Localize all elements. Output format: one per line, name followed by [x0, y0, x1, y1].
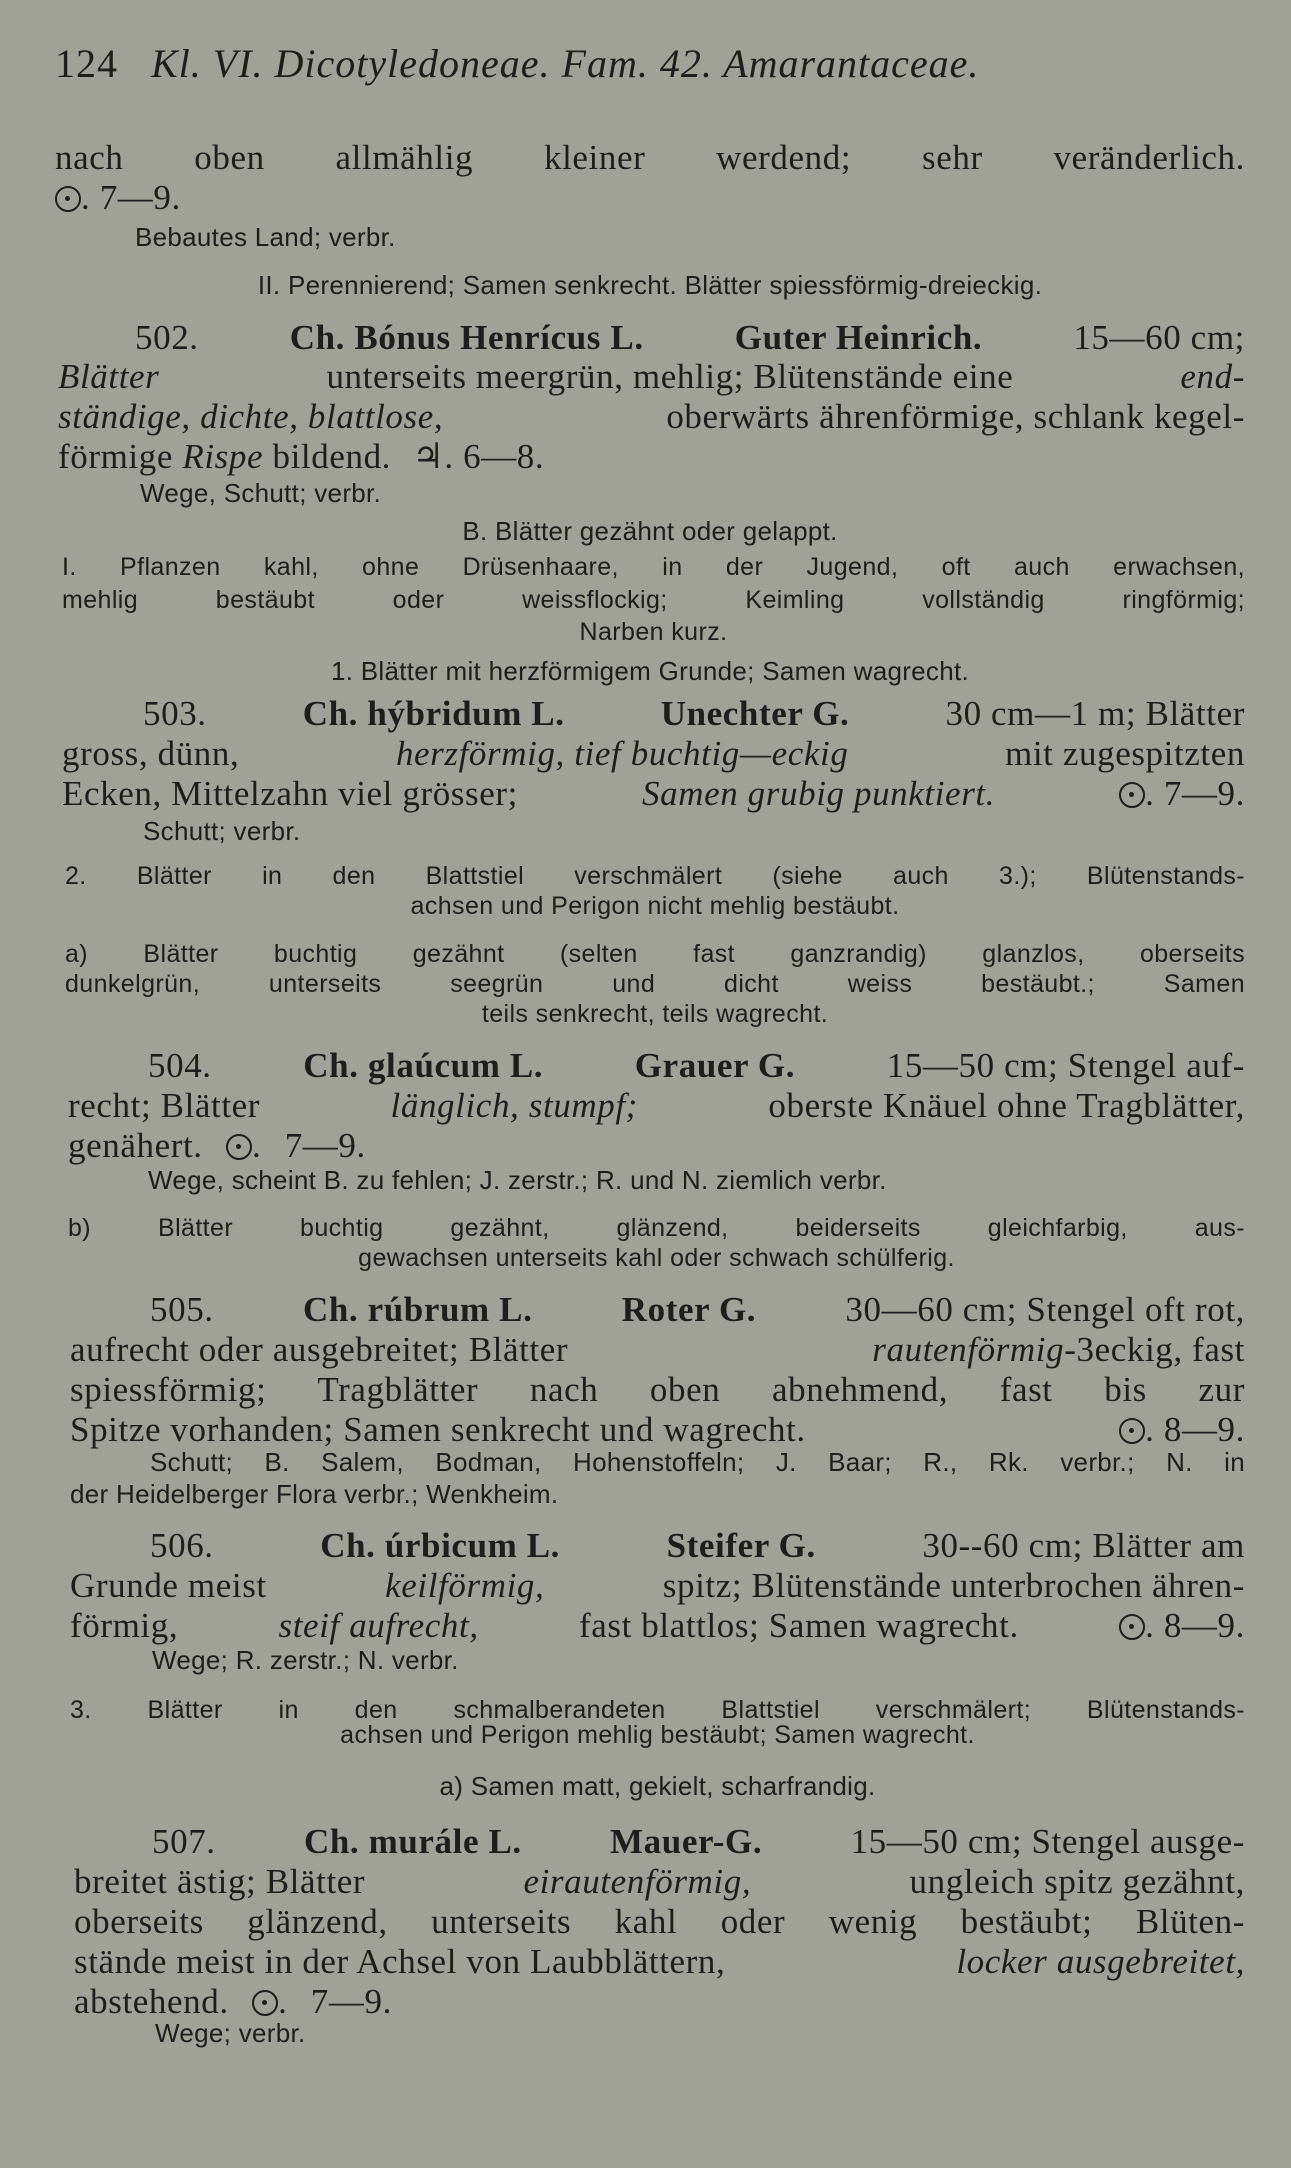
text: recht; Blätter: [68, 1086, 261, 1125]
text: aufrecht oder ausgebreitet; Blätter: [70, 1330, 569, 1369]
species-size: 30—60 cm; Stengel oft rot,: [845, 1290, 1245, 1329]
annual-symbol-icon: [1119, 1418, 1145, 1444]
flowering-time: 7—9.: [1163, 774, 1245, 813]
flowering-time: 8—9.: [1163, 1606, 1245, 1645]
text: oberste Knäuel ohne Tragblätter,: [768, 1086, 1245, 1125]
text: gross, dünn,: [62, 734, 240, 773]
species-503-habitat: Schutt; verbr.: [143, 816, 301, 846]
species-502-line-1: [135, 318, 1245, 358]
flowering-time: 8—9.: [1163, 1410, 1245, 1449]
text: abstehend.: [74, 1982, 229, 2021]
common-name: Unechter G.: [660, 694, 850, 733]
key-section-2a-line-2: dunkelgrün, unterseits seegrün und dicht weiss bestäubt.; Samen: [65, 970, 1245, 998]
text: stände meist in der Achsel von Laubblättern,: [74, 1942, 726, 1981]
text-italic: eirautenförmig,: [523, 1862, 752, 1901]
species-505-line-2: [70, 1330, 1245, 1370]
text: fast blattlos; Samen wagrecht.: [578, 1606, 1019, 1645]
key-section-2b-line-1: b) Blätter buchtig gezähnt, glänzend, beiderseits gleichfarbig, aus-: [68, 1214, 1245, 1242]
species-size: 30 cm—1 m; Blätter: [945, 694, 1245, 733]
flowering-time: 7—9.: [284, 1126, 366, 1165]
species-size: 15—60 cm;: [1073, 318, 1245, 357]
running-header: [55, 40, 979, 87]
text: förmige: [58, 437, 173, 476]
text: mit zugespitzten: [1005, 734, 1245, 773]
text: spitz; Blütenstände unterbrochen ähren-: [662, 1566, 1245, 1605]
species-507-line-3: oberseits glänzend, unterseits kahl oder wenig bestäubt; Blüten-: [74, 1902, 1245, 1941]
common-name: Grauer G.: [634, 1046, 796, 1085]
text: Grunde meist: [70, 1566, 267, 1605]
text: förmig,: [70, 1606, 179, 1645]
species-size: 15—50 cm; Stengel auf-: [886, 1046, 1245, 1085]
species-number: 505.: [150, 1290, 214, 1329]
text-italic: steif aufrecht,: [278, 1606, 479, 1645]
species-507-line-1: [152, 1822, 1245, 1862]
text: bildend.: [272, 437, 392, 476]
key-section-2a-line-1: a) Blätter buchtig gezähnt (selten fast ganzrandig) glanzlos, oberseits: [65, 940, 1245, 968]
species-504-line-2: [68, 1086, 1245, 1126]
species-507-line-2: [74, 1862, 1245, 1902]
annual-symbol-icon: [252, 1990, 278, 2016]
species-size: 15—50 cm; Stengel ausge-: [850, 1822, 1245, 1861]
text-italic: Blätter: [58, 357, 160, 396]
species-502-line-2: [58, 357, 1245, 397]
text: oberwärts ährenförmige, schlank kegel-: [666, 397, 1245, 436]
species-502-line-4: [58, 437, 544, 477]
species-502-line-3: [58, 397, 1245, 437]
key-section-1-line-3: Narben kurz.: [579, 618, 728, 646]
key-section-3-line-1: 3. Blätter in den schmalberandeten Blattstiel verschmälert; Blütenstands-: [70, 1696, 1245, 1724]
common-name: Steifer G.: [666, 1526, 816, 1565]
annual-symbol-icon: [1119, 1614, 1145, 1640]
flowering-time: ♃. 6—8.: [412, 437, 545, 476]
text: genähert.: [68, 1126, 203, 1165]
species-name: Ch. glaúcum L.: [303, 1046, 544, 1085]
key-section-1-line-1: I. Pflanzen kahl, ohne Drüsenhaare, in der Jugend, oft auch erwachsen,: [62, 553, 1245, 581]
key-section-3a: a) Samen matt, gekielt, scharfrandig.: [439, 1771, 876, 1801]
species-503-line-2: [62, 734, 1245, 774]
species-504-line-3: genähert. . 7—9.: [68, 1126, 366, 1165]
species-name: Ch. úrbicum L.: [320, 1526, 561, 1565]
common-name: Guter Heinrich.: [734, 318, 983, 357]
key-section-II: II. Perennierend; Samen senkrecht. Blätter spiessförmig-dreieckig.: [257, 270, 1043, 300]
text-italic: keilförmig,: [385, 1566, 545, 1605]
text-italic: locker ausgebreitet,: [956, 1942, 1245, 1981]
annual-symbol-icon: [55, 186, 81, 212]
annual-symbol-icon: [226, 1134, 252, 1160]
key-section-2-line-2: achsen und Perigon nicht mehlig bestäubt.: [410, 892, 900, 920]
text-italic: Samen grubig punktiert.: [642, 774, 996, 813]
species-503-line-1: [143, 694, 1245, 734]
page-number: 124: [55, 41, 118, 86]
species-505-habitat-1: Schutt; B. Salem, Bodman, Hohenstoffeln; J. Baar; R., Rk. verbr.; N. in: [150, 1447, 1245, 1477]
species-507-habitat: Wege; verbr.: [155, 2018, 306, 2048]
key-section-B: B. Blätter gezähnt oder gelappt.: [462, 516, 838, 546]
intro-line-1: nach oben allmählig kleiner werdend; sehr veränderlich.: [55, 138, 1245, 177]
species-504-habitat: Wege, scheint B. zu fehlen; J. zerstr.; R. und N. ziemlich verbr.: [148, 1165, 887, 1195]
text-italic: länglich, stumpf;: [390, 1086, 638, 1125]
intro-line-2: . 7—9.: [55, 178, 181, 218]
key-section-2a-line-3: teils senkrecht, teils wagrecht.: [481, 1000, 829, 1028]
species-502-habitat: Wege, Schutt; verbr.: [140, 478, 382, 508]
key-section-2b-line-2: gewachsen unterseits kahl oder schwach schülferig.: [358, 1244, 955, 1272]
text-italic: rautenförmig-: [872, 1330, 1077, 1369]
species-507-line-5: abstehend. . 7—9.: [74, 1982, 392, 2021]
text: Spitze vorhanden; Samen senkrecht und wagrecht.: [70, 1410, 806, 1449]
species-507-line-4: [74, 1942, 1245, 1982]
key-section-1-line-2: mehlig bestäubt oder weissflockig; Keimling vollständig ringförmig;: [62, 586, 1245, 614]
species-number: 503.: [143, 694, 207, 733]
species-size: 30--60 cm; Blätter am: [922, 1526, 1245, 1565]
common-name: Roter G.: [621, 1290, 757, 1329]
species-number: 506.: [150, 1526, 214, 1565]
species-506-line-3: förmig, steif aufrecht, fast blattlos; Samen wagrecht. . 8—9.: [70, 1606, 1245, 1645]
text: unterseits meergrün, mehlig; Blütenstände eine: [326, 357, 1014, 396]
species-505-habitat-2: der Heidelberger Flora verbr.; Wenkheim.: [70, 1479, 559, 1509]
species-name: Ch. murále L.: [303, 1822, 522, 1861]
text: Ecken, Mittelzahn viel grösser;: [62, 774, 518, 813]
text-italic: herzförmig, tief buchtig—eckig: [395, 734, 849, 773]
flowering-time: 7—9.: [99, 178, 181, 217]
key-section-3-line-2: achsen und Perigon mehlig bestäubt; Samen wagrecht.: [340, 1721, 975, 1749]
annual-symbol-icon: [1119, 782, 1145, 808]
species-505-line-4: Spitze vorhanden; Samen senkrecht und wagrecht. . 8—9.: [70, 1410, 1245, 1449]
flowering-time: 7—9.: [310, 1982, 392, 2021]
intro-habitat: Bebautes Land; verbr.: [135, 222, 396, 252]
species-505-line-3: spiessförmig; Tragblätter nach oben abnehmend, fast bis zur: [70, 1370, 1245, 1409]
species-number: 507.: [152, 1822, 216, 1861]
species-506-habitat: Wege; R. zerstr.; N. verbr.: [152, 1645, 459, 1675]
species-name: Ch. rúbrum L.: [302, 1290, 533, 1329]
common-name: Mauer-G.: [610, 1822, 763, 1861]
text-italic: Rispe: [182, 437, 264, 476]
text: breitet ästig; Blätter: [74, 1862, 366, 1901]
species-name: Ch. hýbridum L.: [302, 694, 565, 733]
key-section-1-1: 1. Blätter mit herzförmigem Grunde; Samen wagrecht.: [330, 656, 970, 686]
species-number: 504.: [148, 1046, 212, 1085]
text: 3eckig, fast: [1076, 1330, 1245, 1369]
species-506-line-2: [70, 1566, 1245, 1606]
species-number: 502.: [135, 318, 199, 357]
species-504-line-1: [148, 1046, 1245, 1086]
key-section-2-line-1: 2. Blätter in den Blattstiel verschmälert (siehe auch 3.); Blütenstands-: [65, 862, 1245, 890]
header-title: Kl. VI. Dicotyledoneae. Fam. 42. Amarantaceae.: [151, 41, 980, 86]
species-503-line-3: Ecken, Mittelzahn viel grösser; Samen grubig punktiert. . 7—9.: [62, 774, 1245, 813]
species-name: Ch. Bónus Henrícus L.: [289, 318, 644, 357]
species-505-line-1: [150, 1290, 1245, 1330]
text-italic: end-: [1180, 357, 1245, 396]
text-italic: ständige, dichte, blattlose,: [58, 397, 444, 436]
text: ungleich spitz gezähnt,: [909, 1862, 1245, 1901]
species-506-line-1: [150, 1526, 1245, 1566]
